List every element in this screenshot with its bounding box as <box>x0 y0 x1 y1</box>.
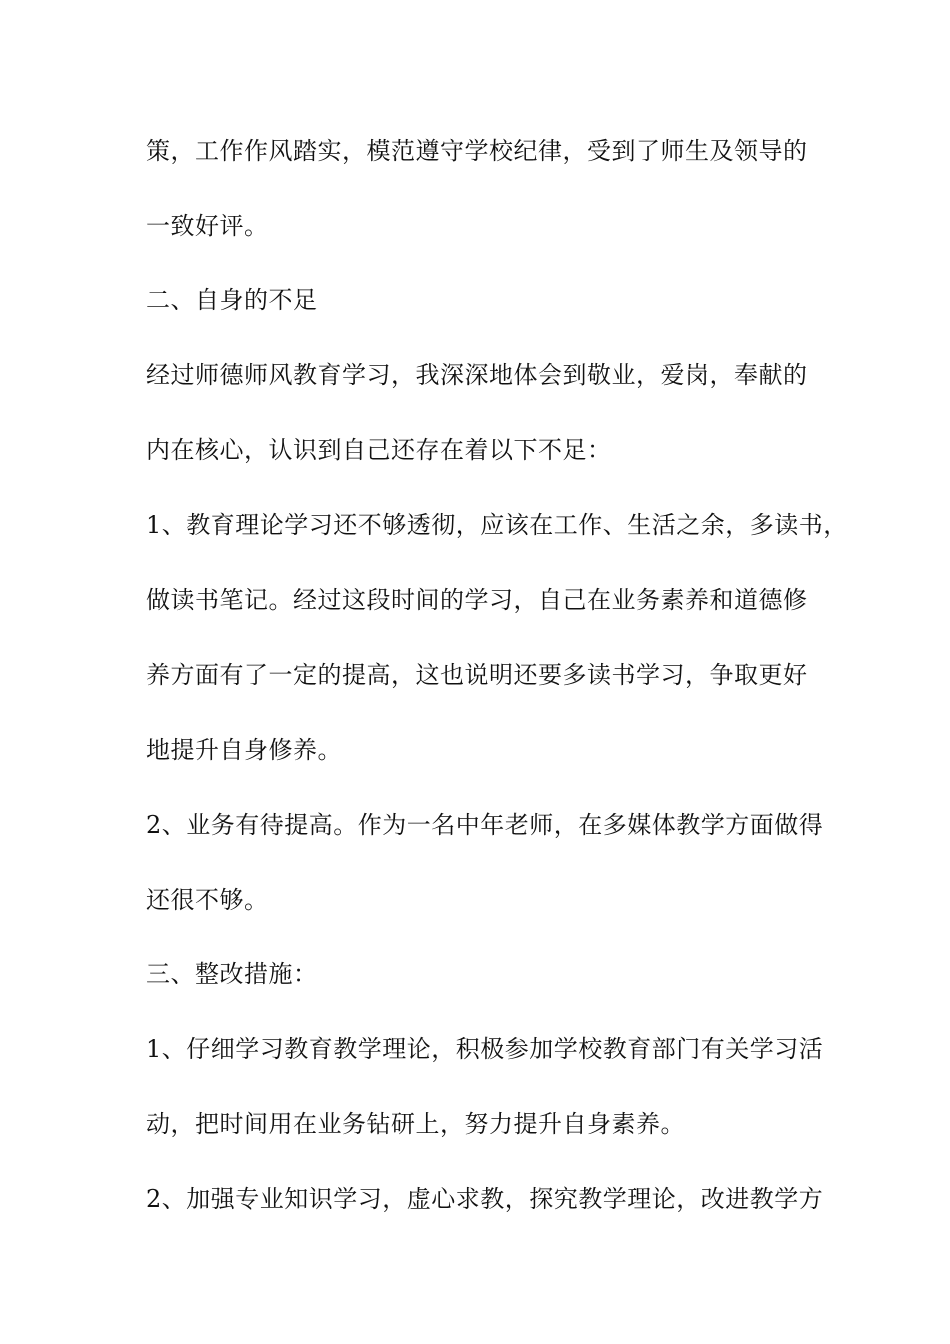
text-line: 内在核心，认识到自己还存在着以下不足： <box>146 436 612 464</box>
text-line: 还很不够。 <box>146 886 269 914</box>
list-item: 1、仔细学习教育教学理论，积极参加学校教育部门有关学习活 <box>146 1035 824 1063</box>
text-line: 养方面有了一定的提高，这也说明还要多读书学习，争取更好 <box>146 661 808 689</box>
list-item: 2、加强专业知识学习，虚心求教，探究教学理论，改进教学方 <box>146 1185 824 1213</box>
list-item: 1、教育理论学习还不够透彻，应该在工作、生活之余，多读书， <box>146 511 848 539</box>
text-line: 动，把时间用在业务钻研上，努力提升自身素养。 <box>146 1110 685 1138</box>
text-line: 做读书笔记。经过这段时间的学习，自己在业务素养和道德修 <box>146 586 808 614</box>
text-line: 经过师德师风教育学习，我深深地体会到敬业，爱岗，奉献的 <box>146 361 808 389</box>
section-heading: 二、自身的不足 <box>146 286 318 314</box>
text-line: 一致好评。 <box>146 212 269 240</box>
section-heading: 三、整改措施： <box>146 960 318 988</box>
text-line: 地提升自身修养。 <box>146 736 342 764</box>
list-item: 2、业务有待提高。作为一名中年老师，在多媒体教学方面做得 <box>146 811 824 839</box>
text-line: 策，工作作风踏实，模范遵守学校纪律，受到了师生及领导的 <box>146 137 808 165</box>
